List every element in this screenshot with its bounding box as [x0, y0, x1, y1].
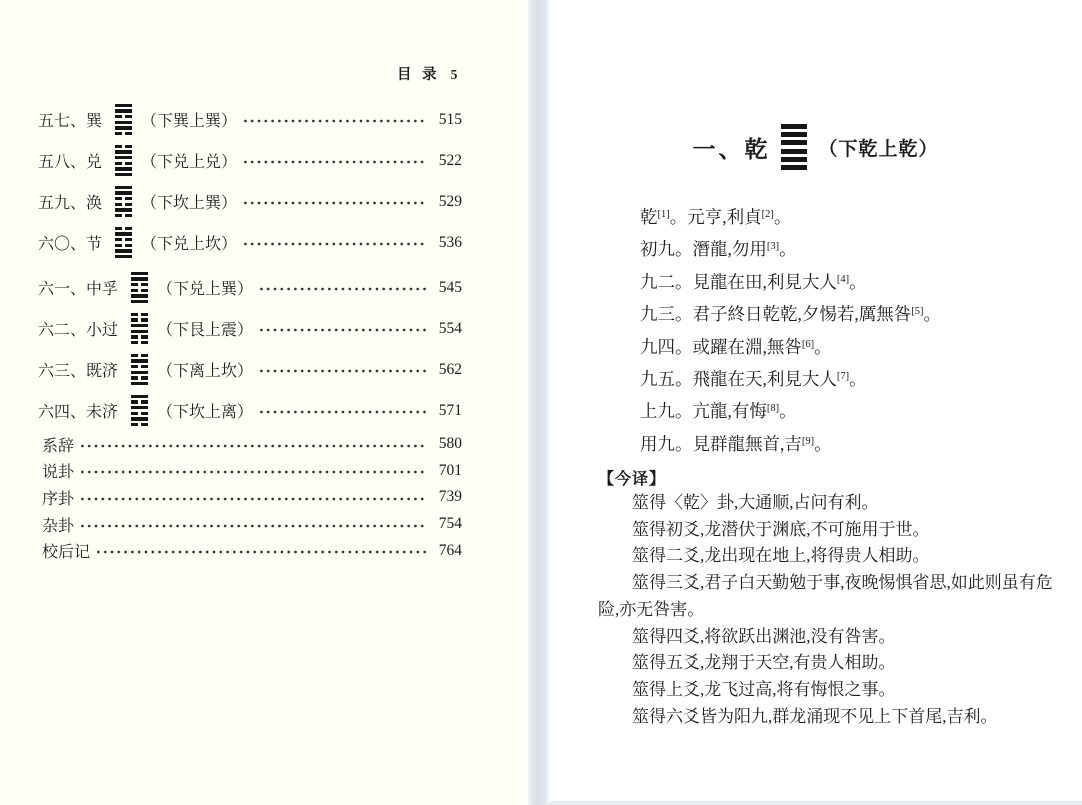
page-gutter: [528, 0, 549, 805]
hexagram-line: [131, 406, 148, 409]
toc-entry-page-number: 529: [438, 192, 462, 210]
toc-list: [38, 99, 462, 564]
toc-entry-page-number: 522: [438, 151, 462, 169]
hexagram-line: [115, 115, 132, 118]
left-page-toc: [0, 0, 528, 805]
hexagram-line: [131, 359, 148, 362]
classic-text-line: 用九。見群龍無首,吉[9]。: [640, 433, 832, 454]
hexagram-line: [115, 150, 132, 153]
hexagram-line: [115, 255, 132, 258]
toc-entry-trigram-note: （下艮上震）: [157, 322, 254, 339]
hexagram-line: [115, 156, 132, 159]
dot-leader: [256, 323, 427, 337]
footnote-ref: [2]: [761, 209, 774, 220]
hexagram-line: [115, 227, 132, 230]
toc-entry-trigram-note: （下坎上巽）: [141, 195, 238, 212]
toc-entry-trigram-note: （下巽上巽）: [141, 113, 238, 130]
hexagram-line: [131, 376, 148, 379]
dot-leader: [240, 114, 427, 128]
hexagram-line: [115, 186, 132, 189]
dot-leader: [240, 155, 427, 169]
hexagram-icon: [131, 395, 148, 427]
page-bottom-shadow: [549, 801, 1082, 805]
hexagram-icon: [131, 272, 148, 304]
toc-entry: [38, 181, 462, 222]
toc-entry-label: 序卦: [42, 490, 75, 508]
toc-entry-trigram-note: （下兑上巽）: [157, 281, 254, 298]
hexagram-line: [131, 423, 148, 426]
toc-header-title: 目 录: [397, 67, 437, 83]
dot-leader: [77, 519, 427, 533]
hexagram-line: [131, 277, 148, 280]
hexagram-line: [131, 272, 148, 275]
hexagram-line: [115, 126, 132, 129]
toc-entry-page-number: 739: [438, 488, 462, 506]
toc-entry-label: 系辞: [42, 437, 75, 455]
hexagram-line: [781, 124, 807, 129]
hexagram-line: [115, 145, 132, 148]
toc-entry: [38, 99, 462, 140]
toc-entry-trigram-note: （下兑上兑）: [141, 154, 238, 171]
toc-entry: [38, 267, 462, 308]
hexagram-line: [131, 283, 148, 286]
footnote-ref: [8]: [766, 403, 780, 415]
toc-entry: [38, 458, 462, 485]
toc-entry-label: 六二、小过: [38, 322, 119, 339]
toc-entry-page-number: 515: [438, 110, 462, 128]
hexagram-line: [115, 203, 132, 206]
toc-entry-page-number: 562: [438, 360, 462, 378]
dot-leader: [256, 282, 427, 296]
classic-text-block: [640, 200, 941, 459]
toc-entry-label: 五八、兑: [38, 154, 103, 171]
translation-paragraph: 筮得六爻皆为阳九,群龙涌现不见上下首尾,吉利。: [632, 706, 998, 726]
hexagram-line: [131, 341, 148, 344]
toc-header-page-number: 5: [450, 67, 458, 82]
footnote-ref: [5]: [911, 306, 924, 318]
hexagram-line: [115, 191, 132, 194]
toc-entry: [38, 390, 462, 431]
hexagram-line: [115, 232, 132, 235]
hexagram-line: [115, 208, 132, 211]
toc-entry-page-number: 554: [438, 319, 462, 337]
toc-entry-page-number: 545: [438, 278, 462, 296]
hexagram-line: [131, 335, 148, 338]
toc-entry-page-number: 580: [438, 435, 462, 453]
dot-leader: [240, 237, 427, 251]
translation-section-header: 【今译】: [598, 471, 667, 488]
hexagram-icon: [115, 186, 132, 218]
hexagram-icon: [115, 145, 132, 177]
translation-paragraph: 筮得三爻,君子白天勤勉于事,夜晚惕惧省思,如此则虽有危险,亦无咎害。: [598, 573, 1053, 619]
toc-entry-label: 说卦: [42, 464, 75, 482]
hexagram-line: [115, 197, 132, 200]
hexagram-line: [781, 132, 807, 137]
toc-entry: [38, 140, 462, 181]
translation-paragraph: 筮得初爻,龙潜伏于渊底,不可施用于世。: [632, 519, 930, 539]
classic-text-line: 九五。飛龍在天,利見大人[7]。: [640, 369, 867, 390]
dot-leader: [77, 439, 427, 453]
translation-paragraph: 筮得上爻,龙飞过高,将有悔恨之事。: [632, 679, 896, 699]
hexagram-line: [115, 244, 132, 247]
chapter-title: [549, 124, 1082, 170]
toc-entry-page-number: 536: [438, 233, 462, 251]
toc-entry-label: 杂卦: [42, 517, 75, 535]
hexagram-line: [781, 140, 807, 145]
hexagram-icon: [131, 313, 148, 345]
hexagram-line: [131, 289, 148, 292]
hexagram-line: [131, 412, 148, 415]
translation-block: [598, 490, 1062, 730]
toc-entry: [38, 537, 462, 564]
hexagram-line: [781, 165, 807, 170]
hexagram-line: [781, 149, 807, 154]
classic-text-line: 乾[1]。元亨,利貞[2]。: [640, 207, 792, 227]
hexagram-line: [131, 417, 148, 420]
toc-entry-trigram-note: （下离上坎）: [157, 363, 254, 380]
toc-entry-label: 五七、巽: [38, 113, 103, 130]
hexagram-line: [131, 318, 148, 321]
toc-entry: [38, 308, 462, 349]
dot-leader: [240, 196, 427, 210]
toc-entry: [38, 222, 462, 263]
hexagram-line: [131, 382, 148, 385]
toc-entry: [38, 349, 462, 390]
hexagram-line: [781, 157, 807, 162]
hexagram-line: [131, 294, 148, 297]
hexagram-line: [115, 238, 132, 241]
hexagram-line: [131, 365, 148, 368]
dot-leader: [256, 364, 427, 378]
toc-entry: [38, 511, 462, 538]
hexagram-line: [115, 249, 132, 252]
hexagram-line: [115, 104, 132, 107]
toc-running-header: [397, 63, 457, 84]
footnote-ref: [6]: [801, 338, 815, 350]
hexagram-line: [131, 313, 148, 316]
toc-entry-label: 五九、涣: [38, 195, 103, 212]
hexagram-line: [131, 324, 148, 327]
footnote-ref: [4]: [836, 273, 850, 285]
toc-entry-page-number: 754: [438, 515, 462, 533]
translation-paragraph: 筮得〈乾〉卦,大通顺,占问有利。: [632, 493, 879, 512]
toc-entry-trigram-note: （下坎上离）: [157, 404, 254, 421]
toc-entry-label: 校后记: [42, 544, 91, 562]
hexagram-icon: [115, 227, 132, 259]
hexagram-line: [115, 109, 132, 112]
hexagram-line: [115, 121, 132, 124]
hexagram-line: [131, 371, 148, 374]
translation-paragraph: 筮得五爻,龙翔于天空,有贵人相助。: [632, 653, 896, 673]
hexagram-icon: [131, 354, 148, 386]
classic-text-line: 九四。或躍在淵,無咎[6]。: [640, 336, 832, 357]
footnote-ref: [9]: [801, 435, 815, 447]
right-page-chapter: [549, 0, 1082, 805]
toc-entry-label: 六一、中孚: [38, 281, 119, 298]
classic-text-line: 九二。見龍在田,利見大人[4]。: [640, 271, 867, 292]
toc-entry-label: 六四、未济: [38, 404, 119, 421]
hexagram-line: [131, 330, 148, 333]
hexagram-line: [115, 214, 132, 217]
toc-entry-page-number: 701: [438, 461, 462, 479]
translation-paragraph: 筮得四爻,将欲跃出渊池,没有咎害。: [632, 626, 896, 646]
hexagram-line: [131, 395, 148, 398]
toc-entry: [38, 431, 462, 458]
toc-entry-page-number: 571: [438, 401, 462, 419]
hexagram-line: [115, 132, 132, 135]
hexagram-line: [115, 167, 132, 170]
hexagram-line: [131, 354, 148, 357]
toc-entry-page-number: 764: [438, 541, 462, 559]
chapter-title-text: 一、乾: [692, 136, 771, 162]
dot-leader: [93, 545, 427, 559]
chapter-title-trigram-note: （下乾上乾）: [818, 138, 939, 160]
hexagram-icon: [115, 104, 132, 136]
hexagram-line: [115, 162, 132, 165]
toc-entry-label: 六三、既济: [38, 363, 119, 380]
qian-hexagram-icon: [781, 124, 807, 170]
hexagram-line: [115, 173, 132, 176]
dot-leader: [77, 492, 427, 506]
dot-leader: [256, 405, 427, 419]
hexagram-line: [131, 400, 148, 403]
translation-paragraph: 筮得二爻,龙出现在地上,将得贵人相助。: [632, 546, 930, 566]
hexagram-line: [131, 300, 148, 303]
toc-entry-label: 六〇、节: [38, 236, 103, 253]
footnote-ref: [1]: [657, 209, 670, 220]
classic-text-line: 上九。亢龍,有悔[8]。: [640, 401, 797, 422]
dot-leader: [77, 465, 427, 479]
toc-entry-trigram-note: （下兑上坎）: [141, 236, 238, 253]
toc-entry: [38, 484, 462, 511]
footnote-ref: [3]: [766, 241, 780, 253]
classic-text-line: 九三。君子終日乾乾,夕惕若,厲無咎[5]。: [640, 304, 941, 325]
footnote-ref: [7]: [836, 371, 850, 383]
classic-text-line: 初九。潛龍,勿用[3]。: [640, 239, 797, 260]
